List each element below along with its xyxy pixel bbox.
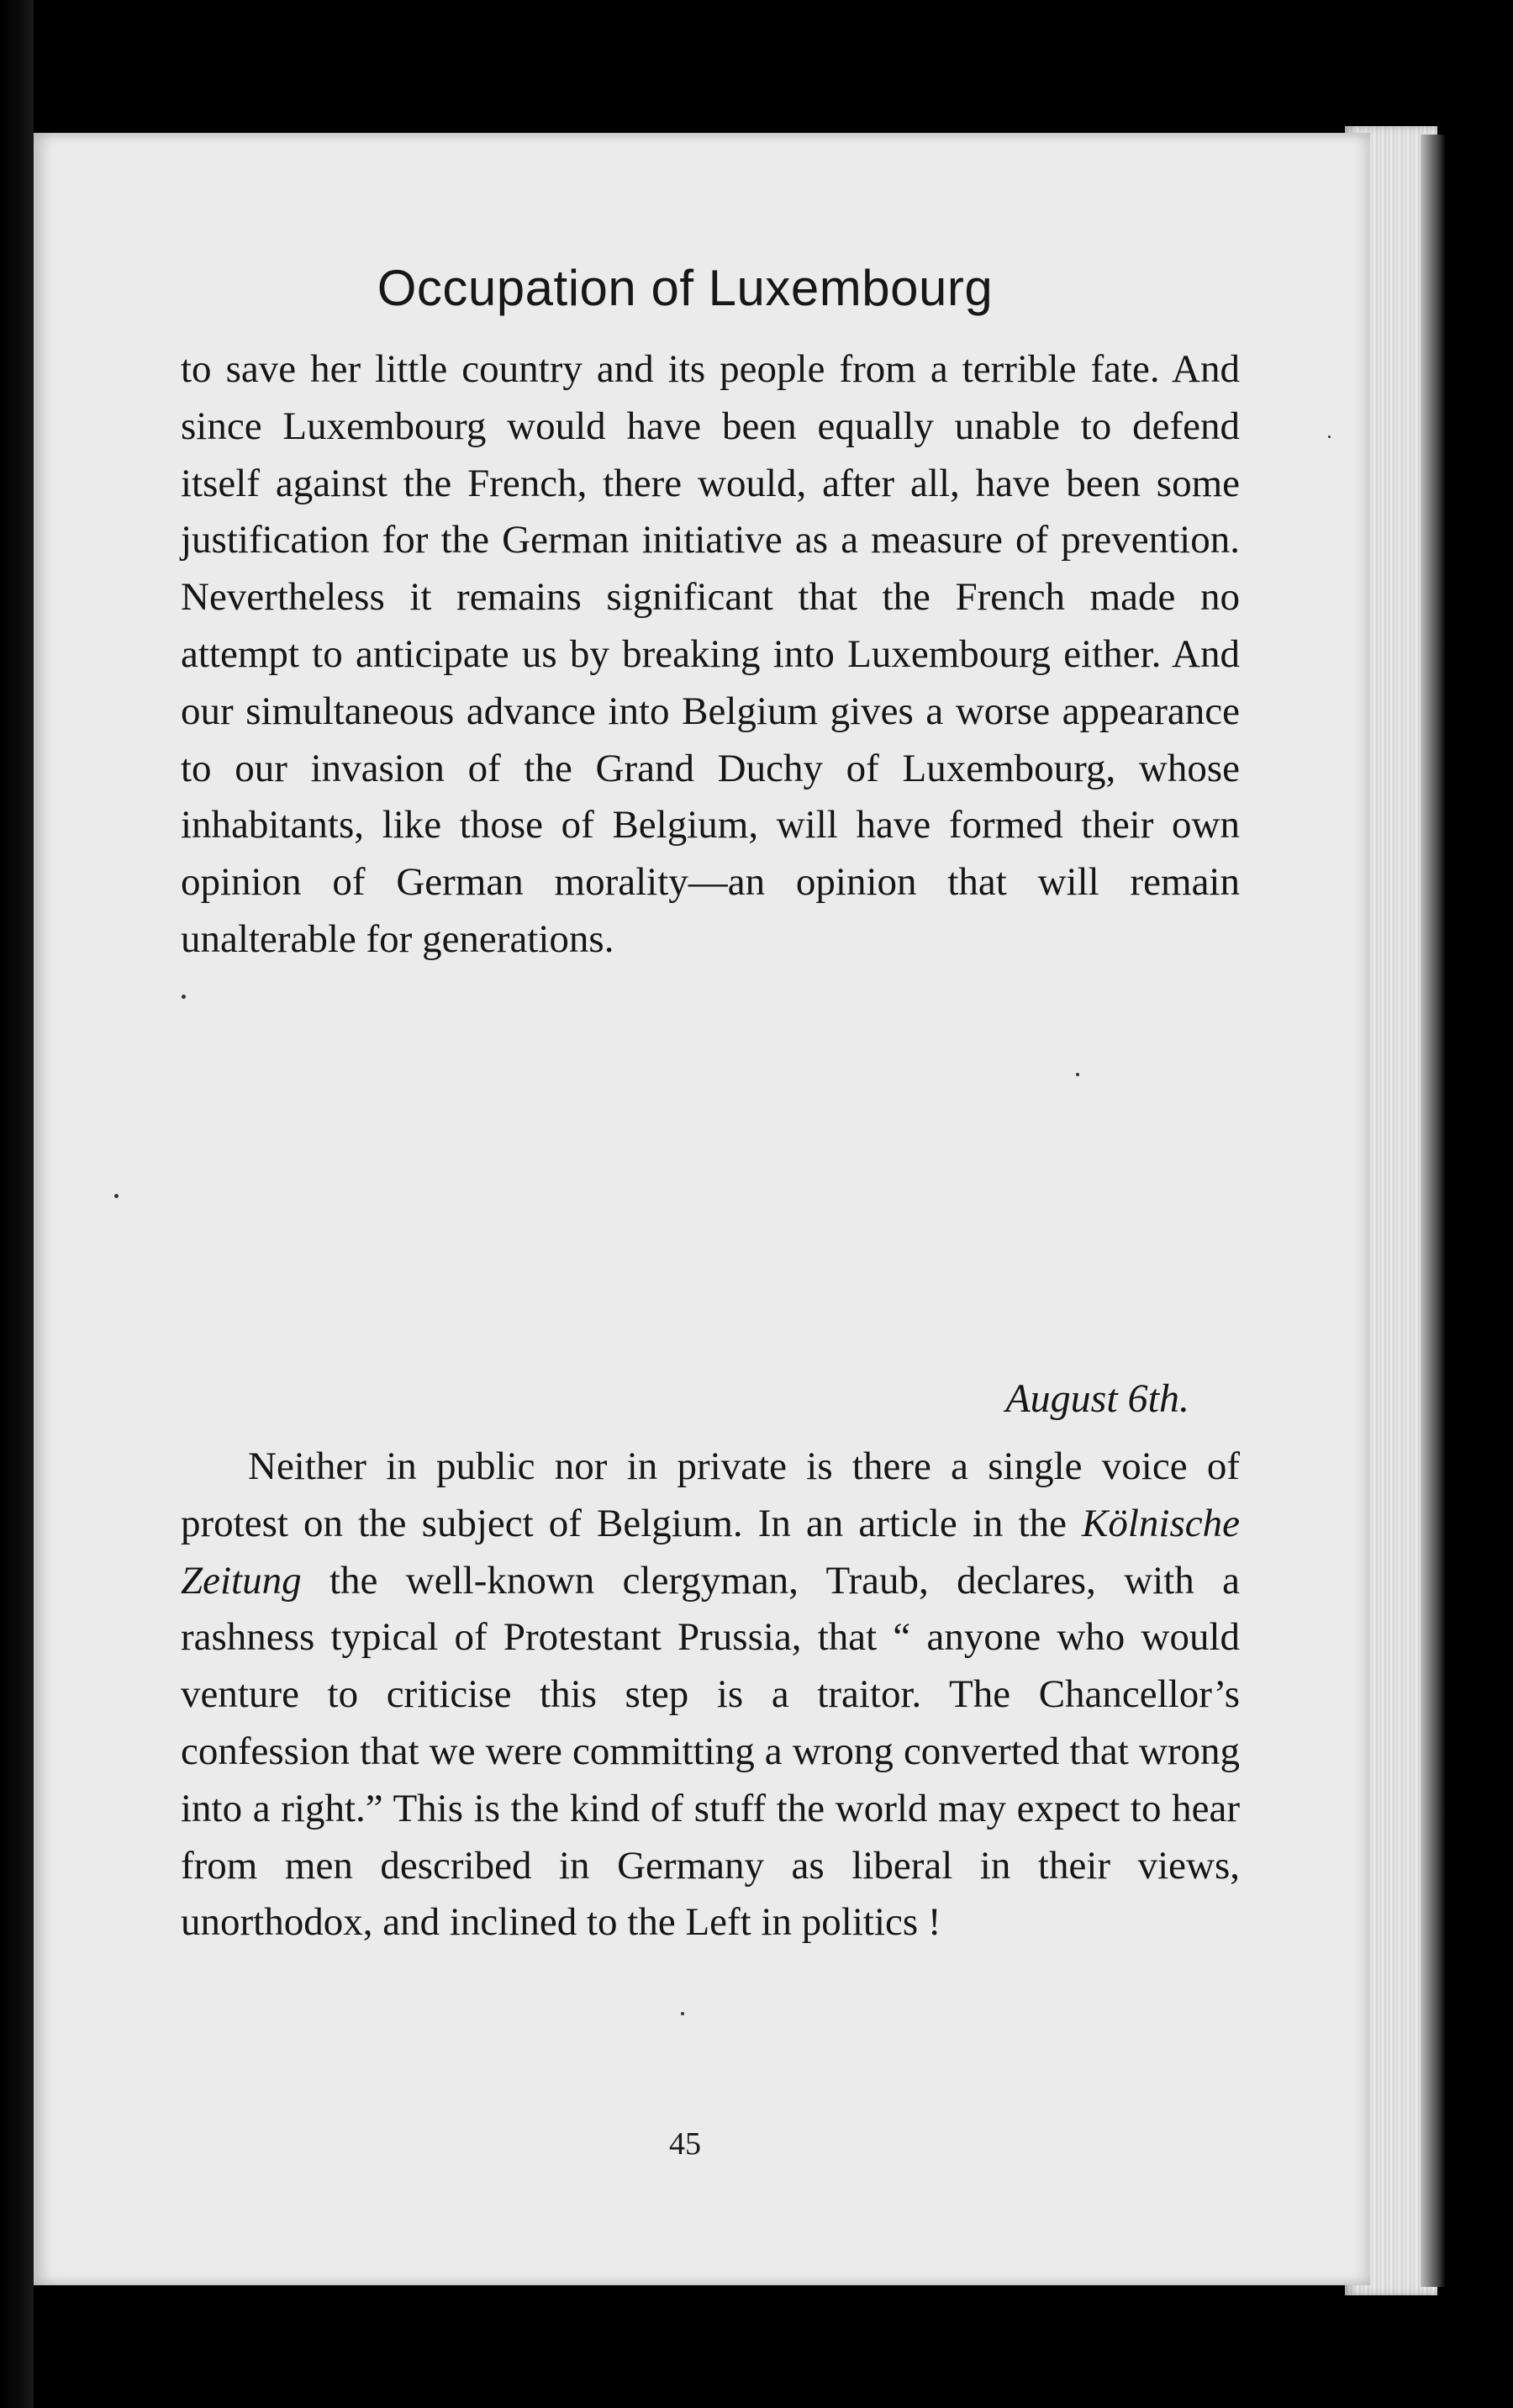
paragraph-2-text-before: Neither in public nor in private is there a single voice of protest on the subject of Belgium. In an article in the	[181, 1444, 1240, 1545]
running-head: Occupation of Luxembourg	[377, 260, 994, 316]
dateline: August 6th.	[1005, 1376, 1189, 1421]
page-fore-edge-shadow	[1421, 135, 1446, 2287]
body-text-top	[181, 341, 1240, 969]
paragraph-2-text-after: the well-known clergyman, Traub, declares, with a rashness typical of Protestant Prussia, that “ anyone who would venture to criticise this step is a traitor. The Chancellor’s confession that we were committing a wrong converted that wrong into a right.” This is the kind of stuff the world may expect to hear from men described in Germany as liberal in their views, unorthodox, and inclined to the Left in politics !	[181, 1558, 1240, 1945]
book-page	[34, 133, 1370, 2285]
page-number: 45	[669, 2126, 701, 2162]
paragraph-2	[181, 1439, 1240, 1951]
newspaper-title: Kölnische Zeitung	[181, 1501, 1240, 1603]
paragraph-1: to save her little country and its people from a terrible fate. And since Luxembourg would have been equally unable to defend itself against the French, there would, after all, have been some justification for the German initiative as a measure of prevention. Nevertheless it remains significant that the French made no attempt to anticipate us by breaking into Luxembourg either. And our simultaneous advance into Belgium gives a worse appearance to our invasion of the Grand Duchy of Luxembourg, whose inhabitants, like those of Belgium, will have formed their own opinion of German morality—an opinion that will remain unalterable for generations.	[181, 347, 1240, 961]
book-binding-edge	[0, 0, 34, 2408]
